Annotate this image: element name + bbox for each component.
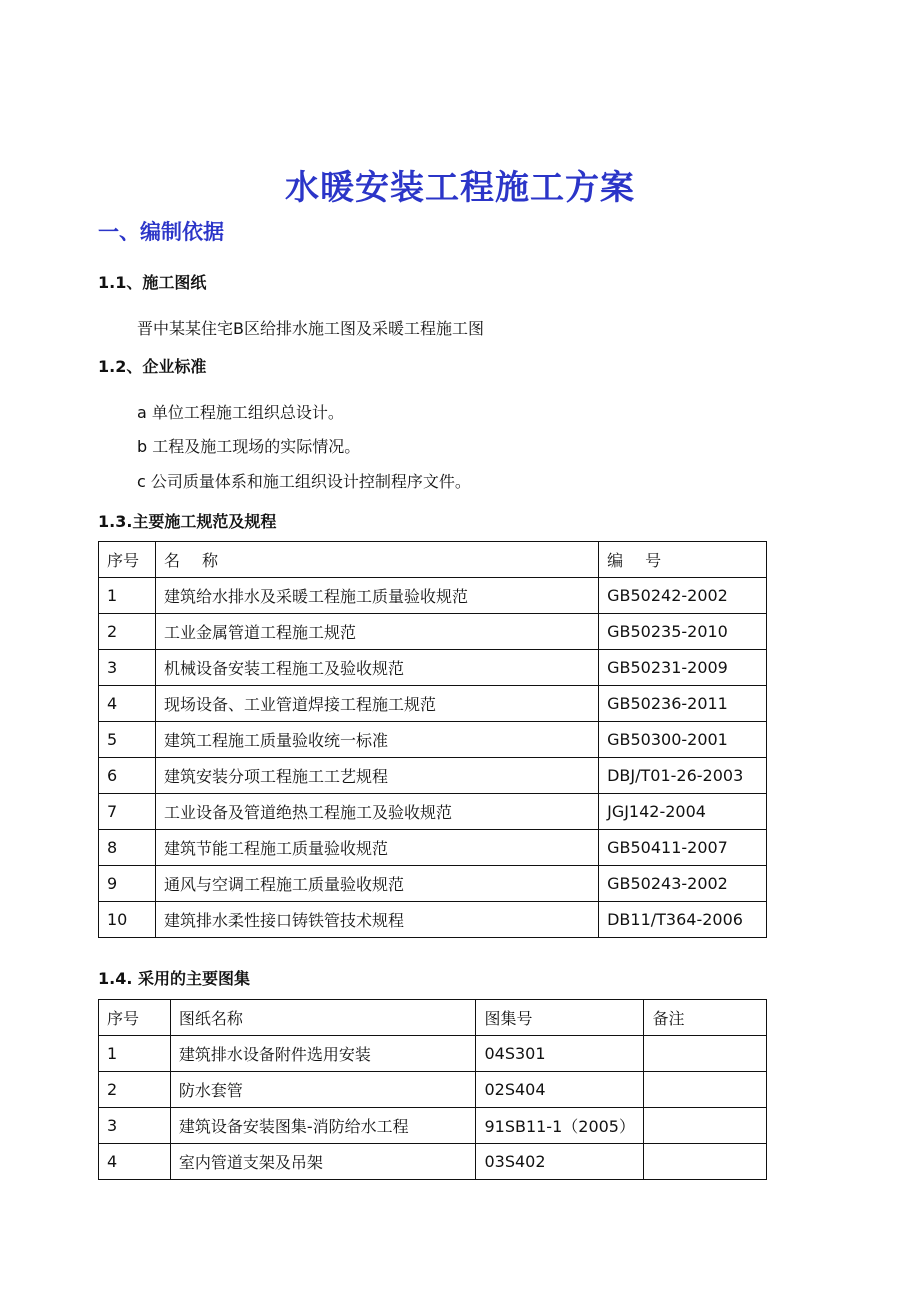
document-title: 水暖安装工程施工方案 <box>285 168 635 208</box>
table-header-row <box>99 542 767 578</box>
cell-index: 1 <box>99 1036 171 1072</box>
cell-drawing-name: 室内管道支架及吊架 <box>170 1144 476 1180</box>
cell-drawing-name: 建筑设备安装图集-消防给水工程 <box>170 1108 476 1144</box>
table-row <box>99 866 767 902</box>
standards-item-b: b 工程及施工现场的实际情况。 <box>137 437 361 456</box>
cell-index: 3 <box>99 650 156 686</box>
header-remarks: 备注 <box>644 1000 767 1036</box>
cell-index: 3 <box>99 1108 171 1144</box>
cell-index: 7 <box>99 794 156 830</box>
header-code: 编号 <box>599 542 767 578</box>
table-row <box>99 902 767 938</box>
cell-code: GB50411-2007 <box>599 830 767 866</box>
drawings-description: 晋中某某住宅B区给排水施工图及采暖工程施工图 <box>137 319 484 338</box>
header-name: 名称 <box>155 542 598 578</box>
cell-name: 建筑节能工程施工质量验收规范 <box>155 830 598 866</box>
cell-name: 工业金属管道工程施工规范 <box>155 614 598 650</box>
cell-name: 建筑给水排水及采暖工程施工质量验收规范 <box>155 578 598 614</box>
cell-name: 通风与空调工程施工质量验收规范 <box>155 866 598 902</box>
cell-atlas-no: 04S301 <box>476 1036 644 1072</box>
table-row <box>99 1108 767 1144</box>
cell-code: GB50243-2002 <box>599 866 767 902</box>
table-row <box>99 758 767 794</box>
cell-index: 1 <box>99 578 156 614</box>
cell-remarks <box>644 1036 767 1072</box>
cell-atlas-no: 02S404 <box>476 1072 644 1108</box>
table-row <box>99 830 767 866</box>
cell-name: 机械设备安装工程施工及验收规范 <box>155 650 598 686</box>
subsection-heading-specifications: 1.3.主要施工规范及规程 <box>98 512 277 531</box>
cell-code: JGJ142-2004 <box>599 794 767 830</box>
cell-index: 6 <box>99 758 156 794</box>
cell-code: DBJ/T01-26-2003 <box>599 758 767 794</box>
header-index: 序号 <box>99 1000 171 1036</box>
cell-drawing-name: 防水套管 <box>170 1072 476 1108</box>
table-row <box>99 686 767 722</box>
table-row <box>99 650 767 686</box>
subsection-heading-drawings: 1.1、施工图纸 <box>98 273 207 292</box>
subsection-heading-standards: 1.2、企业标准 <box>98 357 207 376</box>
cell-index: 2 <box>99 614 156 650</box>
cell-drawing-name: 建筑排水设备附件选用安装 <box>170 1036 476 1072</box>
cell-code: GB50235-2010 <box>599 614 767 650</box>
table-row <box>99 578 767 614</box>
cell-name: 工业设备及管道绝热工程施工及验收规范 <box>155 794 598 830</box>
cell-name: 建筑工程施工质量验收统一标准 <box>155 722 598 758</box>
table-row <box>99 722 767 758</box>
cell-atlas-no: 91SB11-1（2005） <box>476 1108 644 1144</box>
section-heading-basis: 一、编制依据 <box>98 220 224 244</box>
standards-item-c: c 公司质量体系和施工组织设计控制程序文件。 <box>137 472 471 491</box>
cell-remarks <box>644 1072 767 1108</box>
table-header-row <box>99 1000 767 1036</box>
cell-index: 5 <box>99 722 156 758</box>
table-row <box>99 614 767 650</box>
header-drawing-name: 图纸名称 <box>170 1000 476 1036</box>
cell-index: 4 <box>99 686 156 722</box>
table-row <box>99 1036 767 1072</box>
atlases-table <box>98 999 767 1180</box>
cell-index: 2 <box>99 1072 171 1108</box>
cell-atlas-no: 03S402 <box>476 1144 644 1180</box>
cell-name: 建筑安装分项工程施工工艺规程 <box>155 758 598 794</box>
cell-index: 10 <box>99 902 156 938</box>
cell-name: 现场设备、工业管道焊接工程施工规范 <box>155 686 598 722</box>
cell-code: GB50231-2009 <box>599 650 767 686</box>
standards-item-a: a 单位工程施工组织总设计。 <box>137 403 344 422</box>
table-row <box>99 794 767 830</box>
cell-index: 8 <box>99 830 156 866</box>
cell-remarks <box>644 1108 767 1144</box>
cell-code: GB50300-2001 <box>599 722 767 758</box>
header-index: 序号 <box>99 542 156 578</box>
cell-index: 9 <box>99 866 156 902</box>
cell-code: GB50242-2002 <box>599 578 767 614</box>
cell-remarks <box>644 1144 767 1180</box>
header-atlas-no: 图集号 <box>476 1000 644 1036</box>
cell-code: DB11/T364-2006 <box>599 902 767 938</box>
cell-code: GB50236-2011 <box>599 686 767 722</box>
table-row <box>99 1144 767 1180</box>
cell-name: 建筑排水柔性接口铸铁管技术规程 <box>155 902 598 938</box>
table-row <box>99 1072 767 1108</box>
subsection-heading-atlases: 1.4. 采用的主要图集 <box>98 969 250 988</box>
specifications-table <box>98 541 767 938</box>
cell-index: 4 <box>99 1144 171 1180</box>
